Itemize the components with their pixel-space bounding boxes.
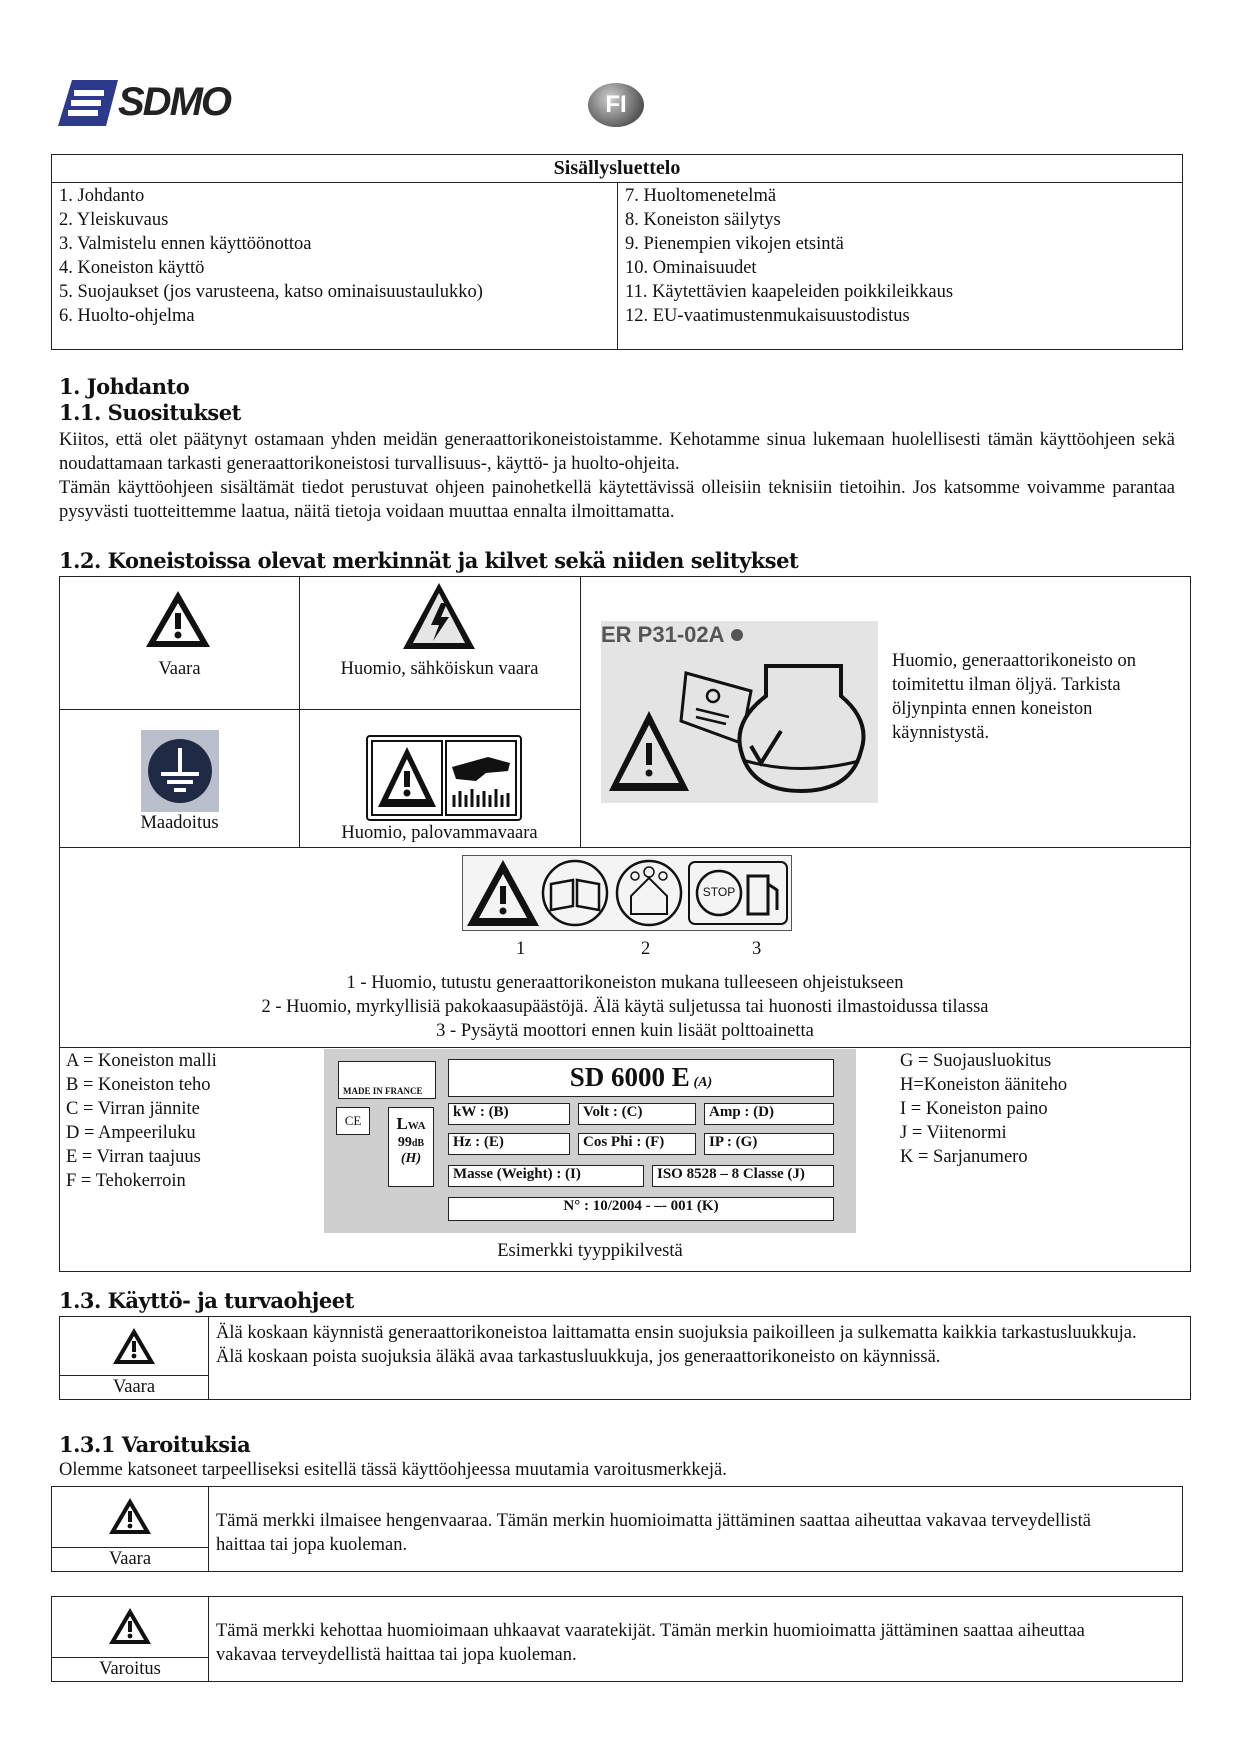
safety-line: Älä koskaan käynnistä generaattorikoneistoa laittamatta ensin suojuksia paikoilleen ja sulkematta kaikkia tarkastusluukkuja.	[216, 1323, 1137, 1343]
danger-box	[51, 1486, 1183, 1572]
ground-icon	[141, 730, 219, 812]
nameplate-kw: kW : (B)	[448, 1103, 570, 1125]
legend-right	[900, 1049, 1067, 1169]
toc-right-list	[625, 184, 953, 328]
legend-item: J = Viitenormi	[900, 1123, 1007, 1143]
noise-tag: (H)	[400, 1151, 422, 1166]
ce-mark: CE	[344, 1113, 362, 1128]
warning-triangle-icon	[144, 589, 212, 654]
stop-sign-text: STOP	[702, 885, 736, 899]
label-vaara: Vaara	[158, 659, 201, 679]
toc-box	[51, 154, 1183, 350]
symbol-note: 3 - Pysäytä moottori ennen kuin lisäät polttoainetta	[436, 1021, 814, 1041]
nameplate-mass: Masse (Weight) : (I)	[448, 1165, 644, 1187]
label-burn: Huomio, palovammavaara	[341, 823, 538, 843]
nameplate-model: SD 6000 E	[569, 1062, 690, 1092]
warning-triangle-icon	[112, 1327, 156, 1370]
nameplate-serial: N° : 10/2004 - –- 001 (K)	[448, 1197, 834, 1221]
danger-text: Tämä merkki ilmaisee hengenvaaraa. Tämän merkin huomioimatta jättäminen saattaa aiheuttaa vakavaa terveydellistä haittaa tai jopa kuoleman.	[216, 1511, 1091, 1555]
warning-text: Tämä merkki kehottaa huomioimaan uhkaavat vaaratekijät. Tämän merkin huomioimatta jättäminen saattaa aiheuttaa vakavaa terveydellistä haittaa tai jopa kuoleman.	[216, 1621, 1085, 1665]
safety-line: Älä koskaan poista suojuksia äläkä avaa tarkastusluukkuja, jos generaattorikoneisto on käynnissä.	[216, 1347, 941, 1367]
symbols-table	[59, 576, 1191, 1272]
nameplate-example	[324, 1049, 856, 1233]
section-1-2-title: 1.2. Koneistoissa olevat merkinnät ja kilvet sekä niiden selitykset	[59, 548, 799, 573]
symbol-notes	[60, 971, 1190, 1043]
toc-item[interactable]: 2. Yleiskuvaus	[59, 210, 169, 230]
legend-item: A = Koneiston malli	[66, 1051, 217, 1071]
toc-item[interactable]: 3. Valmistelu ennen käyttöönottoa	[59, 234, 312, 254]
legend-item: I = Koneiston paino	[900, 1099, 1048, 1119]
toc-item[interactable]: 11. Käytettävien kaapeleiden poikkileikkaus	[625, 282, 954, 302]
warning-box	[51, 1596, 1183, 1682]
label-danger: Vaara	[108, 1549, 152, 1569]
nameplate-made-in	[338, 1061, 436, 1099]
warning-triangle-icon	[108, 1497, 152, 1540]
nameplate-noise-box	[388, 1107, 434, 1187]
label-shock: Huomio, sähköiskun vaara	[340, 659, 539, 679]
toc-title: Sisällysluettelo	[553, 157, 681, 179]
legend-item: G = Suojausluokitus	[900, 1051, 1052, 1071]
section-1-1-title: 1.1. Suositukset	[59, 400, 241, 425]
legend-item: D = Ampeeriluku	[66, 1123, 196, 1143]
toc-item[interactable]: 8. Koneiston säilytys	[625, 210, 781, 230]
nameplate-iso: ISO 8528 – 8 Classe (J)	[652, 1165, 834, 1187]
nameplate-hz: Hz : (E)	[448, 1133, 570, 1155]
electric-shock-icon	[401, 581, 477, 656]
section-1-1-para2: Tämän käyttöohjeen sisältämät tiedot perustuvat ohjeen painohetkellä käytettävissä olleisiin teknisiin tietoihin. Jos katsomme voivamme parantaa pysyvästi tuotteittemme laatua, näitä tietoja voidaan muuttaa ennalta ilmoittamatta.	[59, 478, 1175, 522]
safety-instructions-box	[59, 1316, 1191, 1400]
language-badge	[588, 83, 644, 127]
section-1-1-para1: Kiitos, että olet päätynyt ostamaan yhden meidän generaattorikoneistoistamme. Kehotamme sinua lukemaan huolellisesti tämän käyttöohjeen sekä noudattamaan tarkasti generaattorikoneistosi turvallisuus-, käyttö- ja huolto-ohjeita.	[59, 430, 1175, 474]
legend-item: H=Koneiston ääniteho	[900, 1075, 1068, 1095]
toc-item[interactable]: 5. Suojaukset (jos varusteena, katso ominaisuustaulukko)	[59, 282, 483, 302]
label-ground: Maadoitus	[140, 813, 219, 833]
db-value: 99	[397, 1135, 412, 1150]
legend-item: B = Koneiston teho	[66, 1075, 211, 1095]
toc-left-list	[59, 184, 483, 328]
combined-safety-symbols	[462, 855, 792, 931]
symbol-note: 2 - Huomio, myrkyllisiä pakokaasupäästöjä. Älä käytä suljetussa tai huonosti ilmastoidussa tilassa	[261, 997, 989, 1017]
section-1-title: 1. Johdanto	[59, 374, 190, 399]
toc-item[interactable]: 12. EU-vaatimustenmukaisuustodistus	[625, 306, 910, 326]
toc-item[interactable]: 7. Huoltomenetelmä	[625, 186, 777, 206]
sdmo-logo	[58, 78, 230, 128]
toc-item[interactable]: 9. Pienempien vikojen etsintä	[625, 234, 844, 254]
oil-sticker-dot	[731, 629, 743, 641]
toc-item[interactable]: 4. Koneiston käyttö	[59, 258, 205, 278]
label-vaara: Vaara	[112, 1377, 156, 1397]
symbol-number: 2	[641, 939, 651, 959]
toc-item[interactable]: 10. Ominaisuudet	[625, 258, 757, 278]
nameplate-volt: Volt : (C)	[578, 1103, 696, 1125]
legend-item: E = Virran taajuus	[66, 1147, 201, 1167]
legend-left	[66, 1049, 217, 1193]
toc-item[interactable]: 1. Johdanto	[59, 186, 145, 206]
label-warning: Varoitus	[99, 1659, 161, 1679]
db-unit: dB	[411, 1138, 425, 1149]
nameplate-made-text: MADE IN FRANCE	[343, 1086, 423, 1096]
symbol-number: 3	[752, 939, 762, 959]
nameplate-caption: Esimerkki tyyppikilvestä	[497, 1241, 683, 1261]
section-1-3-title: 1.3. Käyttö- ja turvaohjeet	[59, 1288, 354, 1313]
lwa-l: L	[396, 1114, 408, 1133]
nameplate-cosphi: Cos Phi : (F)	[578, 1133, 696, 1155]
warnings-intro: Olemme katsoneet tarpeelliseksi esitellä tässä käyttöohjeessa muutamia varoitusmerkkejä.	[59, 1460, 727, 1480]
oil-warning-text: Huomio, generaattorikoneisto on toimitettu ilman öljyä. Tarkista öljynpinta ennen koneiston käynnistystä.	[892, 651, 1137, 743]
oil-sticker-code: ER P31-02A	[601, 622, 725, 647]
section-1-3-1-title: 1.3.1 Varoituksia	[59, 1432, 251, 1457]
nameplate-model-box	[448, 1059, 834, 1097]
toc-item[interactable]: 6. Huolto-ohjelma	[59, 306, 195, 326]
safety-instructions-text	[216, 1321, 1166, 1369]
symbol-number: 1	[516, 939, 526, 959]
logo-text: SDMO	[118, 80, 230, 124]
legend-item: K = Sarjanumero	[900, 1147, 1028, 1167]
legend-item: F = Tehokerroin	[66, 1171, 186, 1191]
symbol-note: 1 - Huomio, tutustu generaattorikoneiston mukana tulleeseen ohjeistukseen	[346, 973, 904, 993]
language-badge-text: FI	[605, 91, 627, 118]
oil-warning-sticker	[601, 621, 878, 803]
nameplate-amp: Amp : (D)	[704, 1103, 834, 1125]
burn-hazard-icon	[366, 735, 522, 821]
lwa-sub: WA	[407, 1120, 426, 1132]
warning-triangle-icon	[108, 1607, 152, 1650]
nameplate-ce-box	[336, 1107, 370, 1135]
nameplate-model-tag: (A)	[693, 1075, 713, 1090]
legend-item: C = Virran jännite	[66, 1099, 200, 1119]
nameplate-ip: IP : (G)	[704, 1133, 834, 1155]
